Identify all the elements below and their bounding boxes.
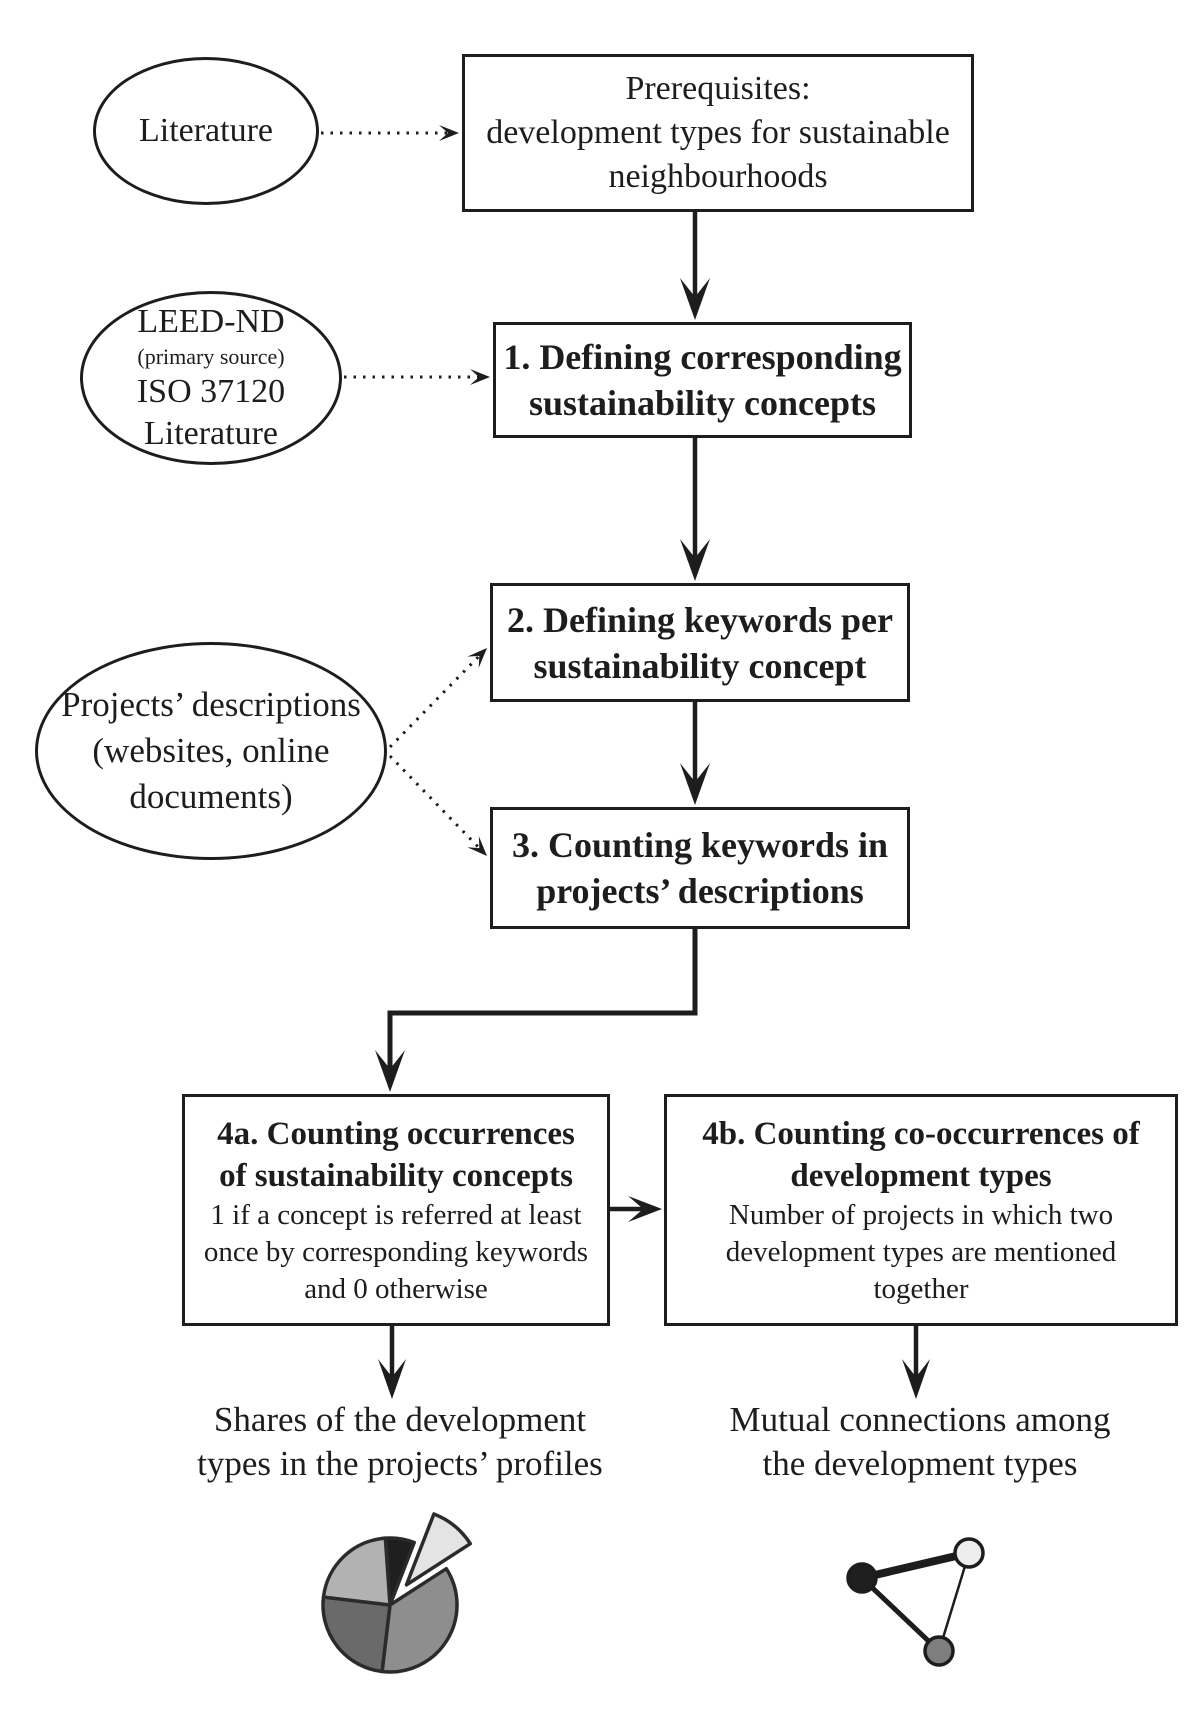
step1-line-2: sustainability concepts <box>528 383 877 423</box>
projects-line-3: documents) <box>129 777 293 816</box>
arrow-step3-to-step4a-line <box>390 929 695 1069</box>
prerequisites-line-1: Prerequisites: <box>625 70 811 107</box>
step4b-body-2: development types are mentioned <box>725 1235 1117 1268</box>
step4a-title-1: 4a. Counting occurrences <box>217 1115 575 1152</box>
step4a-box <box>182 1094 610 1326</box>
prerequisites-line-3: neighbourhoods <box>608 158 828 195</box>
step4a-title-2: of sustainability concepts <box>219 1157 573 1194</box>
leed-line-2: (primary source) <box>137 344 285 369</box>
source-ellipse-literature <box>93 57 319 205</box>
step2-box <box>490 583 910 702</box>
output-left-line-1: Shares of the development <box>213 1400 587 1439</box>
prerequisites-box <box>462 54 974 212</box>
source-ellipse-leed-iso <box>80 291 342 465</box>
leed-line-4: Literature <box>143 415 279 452</box>
step3-box <box>490 807 910 929</box>
output-right-line-2: the development types <box>762 1444 1078 1483</box>
dotted-arrow-literature-to-prerequisites-head <box>439 125 459 141</box>
prerequisites-line-2: development types for sustainable <box>486 114 950 151</box>
step2-line-1: 2. Defining keywords per <box>507 599 893 640</box>
leed-line-1: LEED-ND <box>137 303 285 340</box>
step4b-body-1: Number of projects in which two <box>728 1198 1114 1231</box>
step3-line-2: projects’ descriptions <box>536 871 864 911</box>
network-edge-0 <box>862 1553 969 1578</box>
dotted-arrow-projects-to-step2-line <box>390 656 479 747</box>
step4a-body-1: 1 if a concept is referred at least <box>210 1198 582 1231</box>
source-ellipse-projects-descriptions <box>35 642 387 860</box>
network-node-dark <box>848 1564 876 1592</box>
projects-line-2: (websites, online <box>92 731 330 770</box>
step4b-title-2: development types <box>790 1157 1052 1194</box>
step4b-box <box>664 1094 1178 1326</box>
pie-slice-3 <box>323 1597 390 1671</box>
projects-line-1: Projects’ descriptions <box>61 685 361 724</box>
network-edge-1 <box>862 1578 939 1651</box>
step3-line-1: 3. Counting keywords in <box>511 825 889 865</box>
pie-slice-4 <box>323 1538 390 1605</box>
leed-line-3: ISO 37120 <box>136 373 286 410</box>
network-node-gray <box>925 1637 953 1665</box>
output-left-line-2: types in the projects’ profiles <box>197 1444 603 1483</box>
step4b-body-3: together <box>873 1272 969 1305</box>
output-label-connections <box>660 1398 1180 1486</box>
step2-line-2: sustainability concept <box>533 645 867 686</box>
step1-box <box>493 322 912 438</box>
step4a-body-3: and 0 otherwise <box>304 1272 488 1305</box>
dotted-arrow-leed-to-step1-head <box>470 369 490 385</box>
output-label-shares <box>140 1398 660 1486</box>
step1-line-1: 1. Defining corresponding <box>503 337 902 377</box>
output-right-line-1: Mutual connections among <box>729 1400 1111 1439</box>
network-node-light <box>955 1539 983 1567</box>
literature-label: Literature <box>138 112 274 149</box>
step4a-body-2: once by corresponding keywords <box>203 1235 589 1268</box>
step4b-title-1: 4b. Counting co-occurrences of <box>702 1115 1140 1152</box>
dotted-arrow-projects-to-step3-line <box>390 756 479 848</box>
